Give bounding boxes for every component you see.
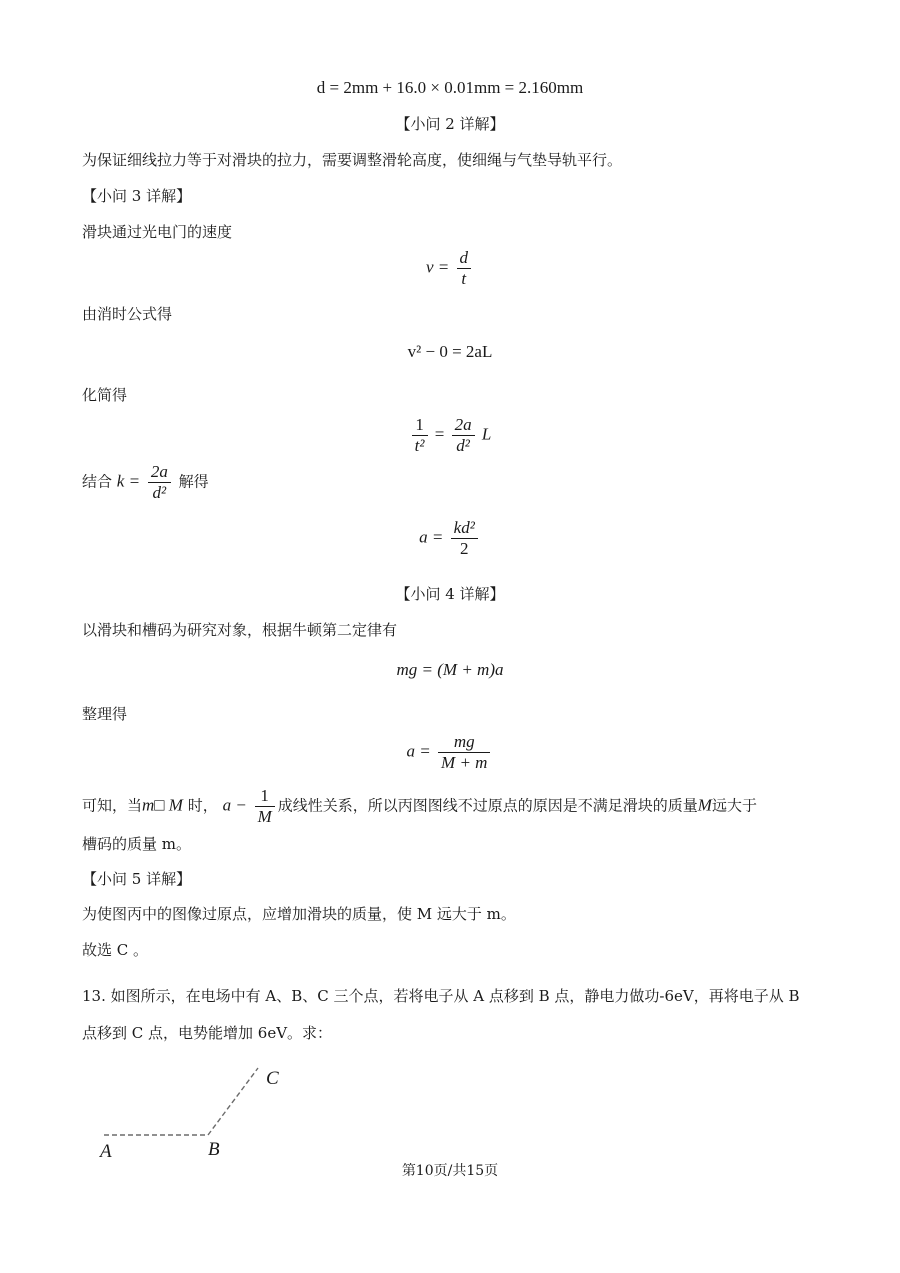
paragraph-know: 可知，当m□ M 时， a − $\frac{1}{M}$ 成线性关系，所以丙图图线不过原点的原因是不满足滑块的质量M远大于: [82, 786, 757, 826]
paragraph-combine: 结合 k = $\frac{2a}{\text{d²}}$ 解得: [82, 462, 209, 502]
paragraph-answer: 故选 C 。: [82, 941, 149, 959]
paragraph-q5: 为使图丙中的图像过原点，应增加滑块的质量，使 M 远大于 m。: [82, 905, 516, 923]
paragraph-formula: 由消时公式得: [82, 305, 173, 323]
equation-kinematics: v² − 0 = 2aL: [407, 342, 493, 361]
paragraph-know-2: 槽码的质量 m。: [82, 835, 191, 853]
equation-v: v = $\frac{d}{t}$: [0, 248, 900, 289]
paragraph-arrange: 整理得: [82, 705, 128, 723]
equation-d: d = 2mm + 16.0 × 0.01mm = 2.160mm: [316, 78, 584, 97]
label-c: C: [266, 1068, 279, 1089]
heading-q4: 【小问 4 详解】: [395, 585, 505, 603]
equation-simplified: $\frac{1}{\text{t²}}$ = $\frac{2a}{\text{d²}}$ L: [0, 415, 900, 456]
heading-q3: 【小问 3 详解】: [82, 187, 192, 205]
label-b: B: [208, 1139, 220, 1160]
heading-q2: 【小问 2 详解】: [395, 115, 505, 133]
equation-a: a = $\frac{\text{kd²}}{2}$: [0, 518, 900, 559]
page-footer: 第10页/共15页: [401, 1163, 499, 1179]
equation-newton: mg = (M + m)a: [396, 660, 504, 679]
question-13-line-2: 点移到 C 点，电势能增加 6eV。求：: [82, 1024, 333, 1042]
paragraph-q2: 为保证细线拉力等于对滑块的拉力，需要调整滑轮高度，使细绳与气垫导轨平行。: [82, 151, 623, 169]
segment-bc: [208, 1068, 258, 1135]
paragraph-speed: 滑块通过光电门的速度: [82, 223, 233, 241]
heading-q5: 【小问 5 详解】: [82, 870, 192, 888]
question-13-line-1: 13. 如图所示，在电场中有 A、B、C 三个点，若将电子从 A 点移到 B 点，静电力做功-6eV，再将电子从 B: [82, 987, 800, 1005]
field-diagram: [90, 1060, 310, 1170]
paragraph-simplify: 化简得: [82, 386, 128, 404]
paragraph-newton: 以滑块和槽码为研究对象，根据牛顿第二定律有: [82, 621, 398, 639]
label-a: A: [100, 1141, 112, 1162]
equation-a2: a = $\frac{mg}{M + m}$: [0, 732, 900, 773]
